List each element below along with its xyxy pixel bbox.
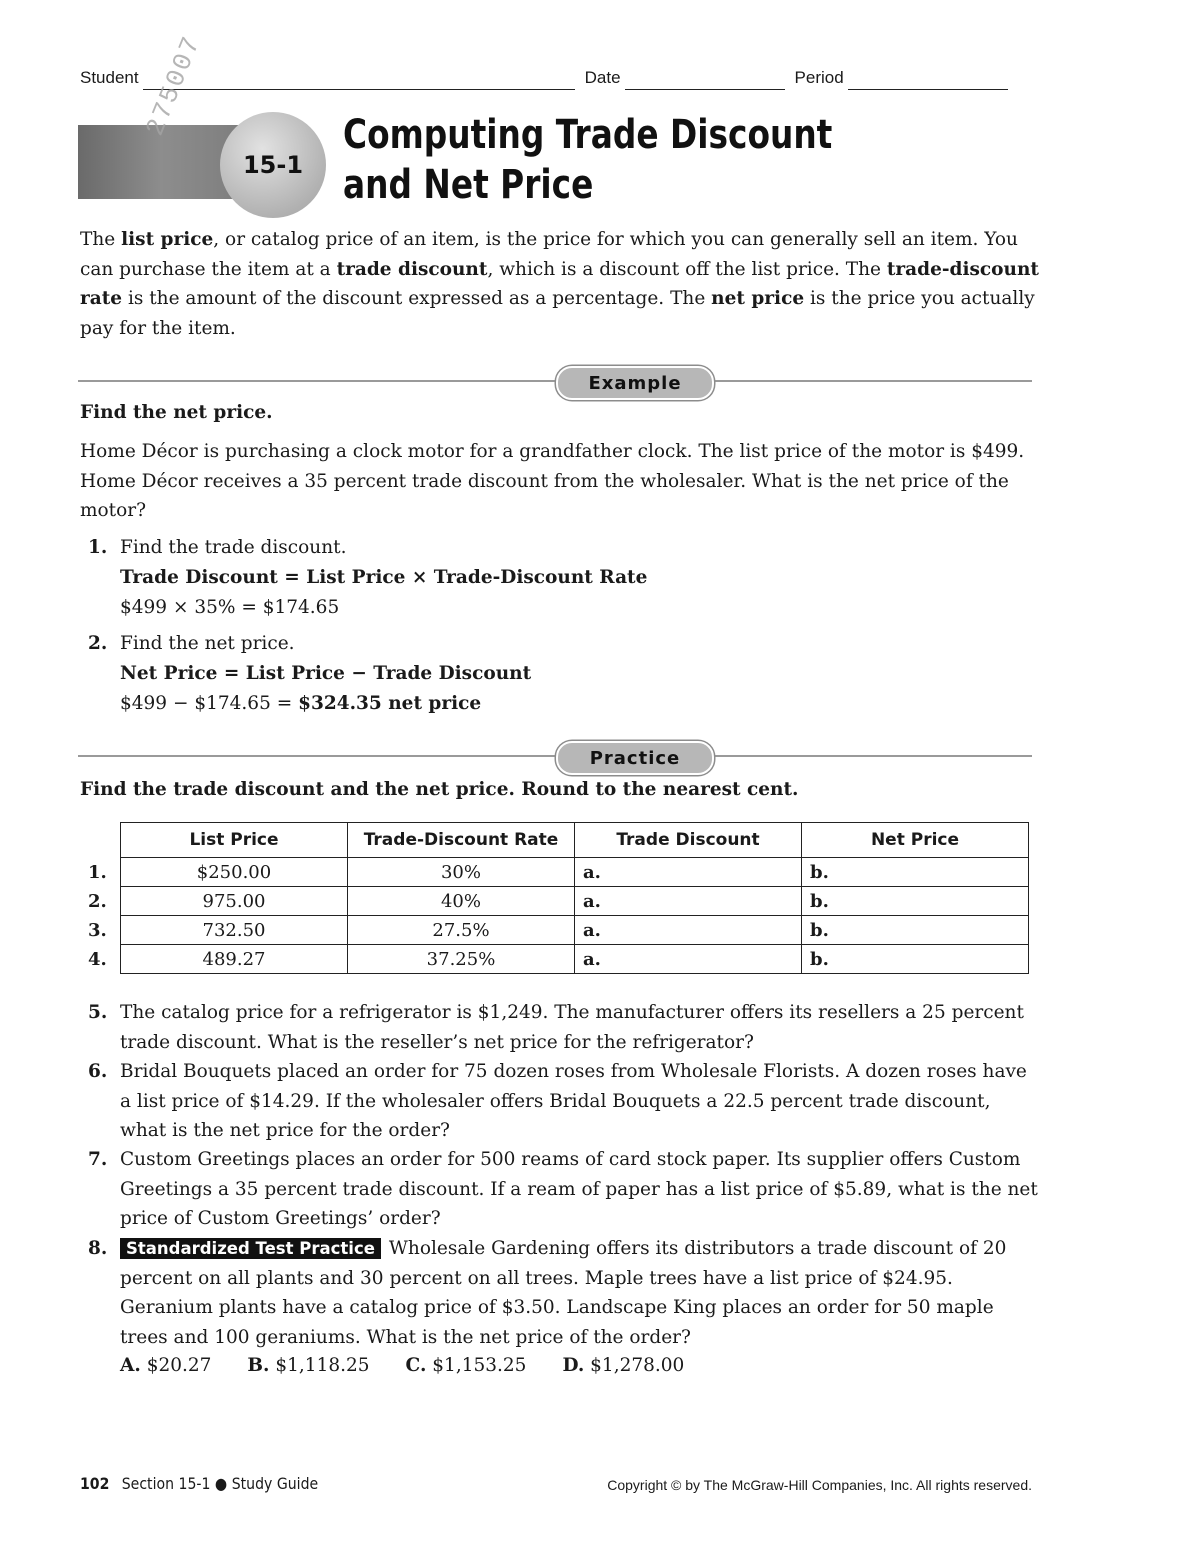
term-net-price: net price (711, 288, 805, 309)
example-step-1 (88, 533, 988, 623)
net-price-answer-cell[interactable]: b. (802, 858, 1029, 887)
question-number: 6. (88, 1061, 108, 1082)
question-number: 8. (88, 1238, 108, 1259)
question-text: Bridal Bouquets placed an order for 75 dozen roses from Wholesale Florists. A dozen roses have a list price of $14.29. If the wholesaler offers Bridal Bouquets a 22.5 percent trade discount, what is the net price for the order? (120, 1061, 1027, 1141)
divider-rule (78, 755, 1032, 757)
practice-divider (78, 739, 1032, 773)
question-number: 7. (88, 1149, 108, 1170)
answer-choices (120, 1355, 684, 1376)
step-formula: Net Price = List Price − Trade Discount (120, 663, 532, 684)
choice-letter: A. (120, 1355, 141, 1376)
term-list-price: list price (121, 229, 214, 250)
choice-d[interactable] (562, 1355, 684, 1376)
table-row (80, 916, 1029, 945)
question-6 (88, 1057, 1038, 1146)
intro-text: is the amount of the discount expressed as a percentage. The (122, 288, 712, 309)
page-number: 102 (80, 1474, 110, 1493)
step-number: 2. (88, 633, 108, 654)
date-label: Date (584, 68, 621, 87)
title-line-1: Computing Trade Discount (343, 112, 833, 158)
divider-rule (78, 380, 1032, 382)
list-price-cell: $250.00 (121, 858, 348, 887)
rate-cell: 40% (348, 887, 575, 916)
calc-answer: $324.35 net price (298, 693, 482, 714)
section-number-badge: 15-1 (220, 112, 326, 218)
list-price-cell: 489.27 (121, 945, 348, 974)
choice-b[interactable] (247, 1355, 369, 1376)
table-row (80, 887, 1029, 916)
trade-discount-answer-cell[interactable]: a. (575, 916, 802, 945)
choice-a[interactable] (120, 1355, 211, 1376)
example-step-2 (88, 629, 988, 719)
student-info-header (80, 64, 1032, 90)
step-calculation: $499 × 35% = $174.65 (120, 597, 340, 618)
row-number: 2. (88, 890, 107, 912)
footer-section: Section 15-1 ● Study Guide (121, 1474, 319, 1493)
question-8 (88, 1234, 1038, 1352)
list-price-cell: 975.00 (121, 887, 348, 916)
column-header: Net Price (802, 823, 1029, 858)
choice-letter: D. (562, 1355, 585, 1376)
step-number: 1. (88, 537, 108, 558)
table-row (80, 945, 1029, 974)
column-header: Trade-Discount Rate (348, 823, 575, 858)
intro-text: , which is a discount off the list price. The (487, 258, 887, 280)
practice-table (80, 822, 1029, 974)
choice-value: $1,118.25 (275, 1355, 370, 1376)
banner-digits: 275007 (140, 31, 208, 141)
row-number: 3. (88, 919, 107, 941)
row-number-header (80, 823, 121, 858)
intro-paragraph (80, 225, 1040, 343)
example-problem: Home Décor is purchasing a clock motor for a grandfather clock. The list price of the motor is $499. Home Décor receives a 35 percent trade discount from the wholesaler. What is the net price of the motor? (80, 441, 1025, 521)
term-trade-discount-rate: trade-discount rate (80, 258, 1039, 309)
page-footer-left (80, 1474, 318, 1493)
trade-discount-answer-cell[interactable]: a. (575, 887, 802, 916)
choice-c[interactable] (406, 1355, 527, 1376)
question-7 (88, 1145, 1038, 1234)
period-label: Period (794, 68, 844, 87)
row-number: 4. (88, 948, 107, 970)
column-header: Trade Discount (575, 823, 802, 858)
copyright-notice: Copyright © by The McGraw-Hill Companies, Inc. All rights reserved. (607, 1477, 1032, 1493)
student-name-line[interactable] (143, 69, 575, 90)
page-title (343, 110, 835, 210)
intro-text: , or catalog price of an item, is the price for which you can generally sell an item. You can purchase the item at a (80, 229, 1018, 280)
row-number: 1. (88, 861, 107, 883)
rate-cell: 37.25% (348, 945, 575, 974)
period-line[interactable] (848, 69, 1008, 90)
term-trade-discount: trade discount (336, 258, 488, 280)
intro-text: The (80, 229, 122, 250)
table-row (80, 858, 1029, 887)
choice-letter: B. (247, 1355, 270, 1376)
question-text (120, 1234, 1038, 1352)
step-text: Find the trade discount. (120, 537, 347, 558)
question-number: 5. (88, 1002, 108, 1023)
example-label: Example (556, 366, 714, 400)
title-line-2: and Net Price (343, 162, 594, 208)
standardized-test-badge: Standardized Test Practice (120, 1238, 381, 1259)
example-divider (78, 364, 1032, 398)
rate-cell: 27.5% (348, 916, 575, 945)
trade-discount-answer-cell[interactable]: a. (575, 945, 802, 974)
question-text: Custom Greetings places an order for 500 reams of card stock paper. Its supplier offers Custom Greetings a 35 percent trade discount. If a ream of paper has a list price of $5.89, what is the net price of Custom Greetings’ order? (120, 1149, 1038, 1229)
step-calculation (120, 689, 988, 719)
example-heading: Find the net price. (80, 402, 273, 423)
date-line[interactable] (625, 69, 785, 90)
practice-heading: Find the trade discount and the net price. Round to the nearest cent. (80, 779, 799, 800)
step-formula: Trade Discount = List Price × Trade-Discount Rate (120, 567, 648, 588)
trade-discount-answer-cell[interactable]: a. (575, 858, 802, 887)
question-5 (88, 998, 1038, 1057)
question-body: Wholesale Gardening offers its distributors a trade discount of 20 percent on all plants and 30 percent on all trees. Maple trees have a list price of $24.95. Geranium plants have a catalog price of $3.50. Landscape King places an order for 50 maple trees and 100 geraniums. What is the net price of the order? (120, 1238, 1007, 1348)
intro-text: is the price you actually pay for the item. (80, 288, 1035, 339)
choice-value: $1,153.25 (432, 1355, 527, 1376)
choice-letter: C. (405, 1355, 427, 1376)
choice-value: $1,278.00 (590, 1355, 685, 1376)
question-text: The catalog price for a refrigerator is $1,249. The manufacturer offers its resellers a 25 percent trade discount. What is the reseller’s net price for the refrigerator? (120, 1002, 1024, 1053)
choice-value: $20.27 (146, 1355, 212, 1376)
net-price-answer-cell[interactable]: b. (802, 945, 1029, 974)
net-price-answer-cell[interactable]: b. (802, 916, 1029, 945)
calc-expression: $499 − $174.65 = (120, 693, 299, 714)
column-header: List Price (121, 823, 348, 858)
student-label: Student (80, 68, 139, 87)
step-text: Find the net price. (120, 633, 295, 654)
list-price-cell: 732.50 (121, 916, 348, 945)
practice-label: Practice (556, 741, 714, 775)
net-price-answer-cell[interactable]: b. (802, 887, 1029, 916)
rate-cell: 30% (348, 858, 575, 887)
table-header-row (80, 823, 1029, 858)
